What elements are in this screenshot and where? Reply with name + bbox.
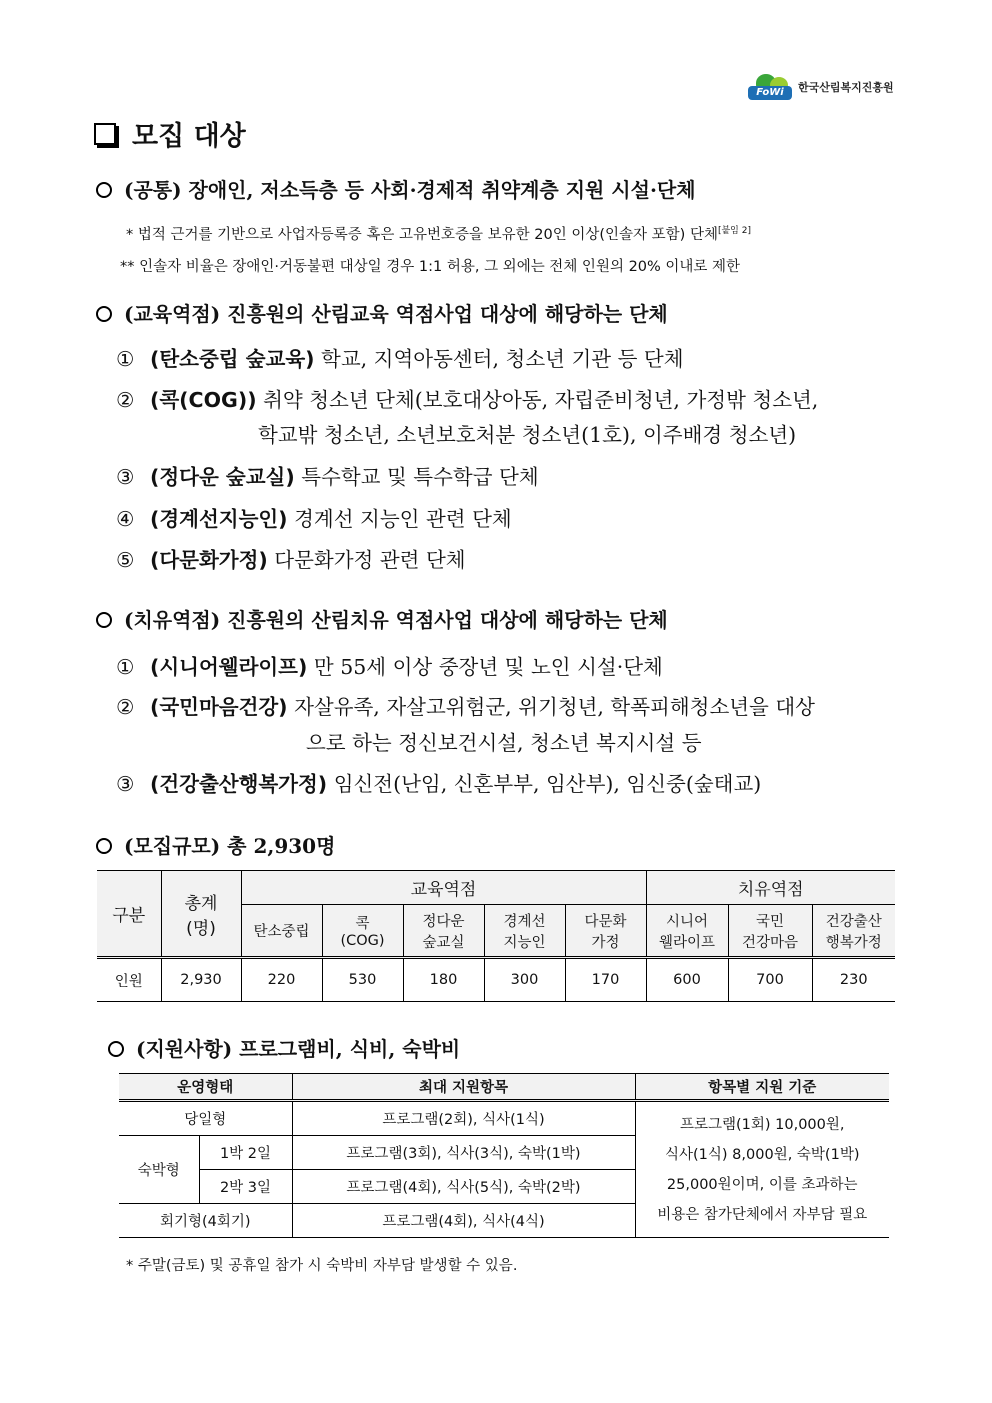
items-repeat: 프로그램(4회), 식사(4식) <box>292 1204 635 1238</box>
support-footnote: * 주말(금토) 및 공휴일 참가 시 숙박비 자부담 발생할 수 있음. <box>126 1258 518 1274</box>
table-row <box>97 958 895 1002</box>
header-gubun: 구분 <box>97 871 161 958</box>
cell-value: 600 <box>646 958 728 1002</box>
cell-value: 220 <box>241 958 322 1002</box>
header-col: 국민 건강마음 <box>728 905 812 958</box>
criteria-cell: 프로그램(1회) 10,000원, 식사(1식) 8,000원, 숙박(1박) 25,000원이며, 이를 초과하는 비용은 참가단체에서 자부담 필요 <box>635 1101 889 1238</box>
section-scale-heading: (모집규모) 총 2,930명 <box>96 830 335 859</box>
items-day: 프로그램(2회), 식사(1식) <box>292 1101 635 1136</box>
type-day: 당일형 <box>119 1101 292 1136</box>
heal-item-2: ② (국민마음건강) 자살유족, 자살고위험군, 위기청년, 학폭피해청소년을 대상 <box>116 695 815 719</box>
square-bullet-icon <box>94 123 116 145</box>
cell-total: 2,930 <box>161 958 241 1002</box>
edu-item-3: ③ (정다운 숲교실) 특수학교 및 특수학급 단체 <box>116 465 539 489</box>
common-note-1: * 법적 근거를 기반으로 사업자등록증 혹은 고유번호증을 보유한 20인 이상(인솔자 포함) 단체[붙임 2] <box>126 226 751 243</box>
cell-value: 530 <box>322 958 403 1002</box>
support-table <box>119 1073 889 1238</box>
fowi-logo-mark <box>748 74 792 100</box>
header-col: 시니어 웰라이프 <box>646 905 728 958</box>
header-heal-group: 치유역점 <box>646 871 895 905</box>
header-criteria: 항목별 지원 기준 <box>635 1074 889 1101</box>
edu-item-4: ④ (경계선지능인) 경계선 지능인 관련 단체 <box>116 507 512 531</box>
circle-bullet-icon <box>96 612 112 628</box>
cell-value: 700 <box>728 958 812 1002</box>
circle-bullet-icon <box>108 1041 124 1057</box>
section-healing-heading: (치유역점) 진흥원의 산림치유 역점사업 대상에 해당하는 단체 <box>96 604 668 633</box>
page-title: 모집 대상 <box>94 114 246 153</box>
header-col: 다문화 가정 <box>565 905 646 958</box>
type-stay-1: 1박 2일 <box>199 1136 292 1170</box>
header-col: 건강출산 행복가정 <box>812 905 895 958</box>
logo-mark-text: FoWi <box>748 86 792 100</box>
org-name: 한국산림복지진흥원 <box>798 81 894 94</box>
section-support-heading: (지원사항) 프로그램비, 식비, 숙박비 <box>108 1033 460 1062</box>
header-type: 운영형태 <box>119 1074 292 1101</box>
edu-item-5: ⑤ (다문화가정) 다문화가정 관련 단체 <box>116 548 466 572</box>
items-stay-2: 프로그램(4회), 식사(5식), 숙박(2박) <box>292 1170 635 1204</box>
cell-value: 170 <box>565 958 646 1002</box>
header-col: 탄소중립 <box>241 905 322 958</box>
edu-item-2-cont: 학교밖 청소년, 소년보호처분 청소년(1호), 이주배경 청소년) <box>258 423 797 447</box>
cell-value: 230 <box>812 958 895 1002</box>
edu-item-2: ② (콕(COG)) 취약 청소년 단체(보호대상아동, 자립준비청년, 가정밖 청소년, <box>116 388 819 412</box>
section-common-heading: (공통) 장애인, 저소득층 등 사회·경제적 취약계층 지원 시설·단체 <box>96 174 696 203</box>
header-col: 경계선 지능인 <box>484 905 565 958</box>
heal-item-3: ③ (건강출산행복가정) 임신전(난임, 신혼부부, 임산부), 임신중(숲태교) <box>116 772 762 796</box>
header-total: 총계 (명) <box>161 871 241 958</box>
circle-bullet-icon <box>96 838 112 854</box>
common-note-2: ** 인솔자 비율은 장애인·거동불편 대상일 경우 1:1 허용, 그 외에는 전체 인원의 20% 이내로 제한 <box>120 259 741 275</box>
cell-value: 300 <box>484 958 565 1002</box>
cell-value: 180 <box>403 958 484 1002</box>
edu-item-1: ① (탄소중립 숲교육) 학교, 지역아동센터, 청소년 기관 등 단체 <box>116 347 684 371</box>
header-col: 정다운 숲교실 <box>403 905 484 958</box>
heal-item-1: ① (시니어웰라이프) 만 55세 이상 중장년 및 노인 시설·단체 <box>116 655 663 679</box>
header-items: 최대 지원항목 <box>292 1074 635 1101</box>
recruitment-scale-table <box>97 870 895 1002</box>
header-edu-group: 교육역점 <box>241 871 646 905</box>
items-stay-1: 프로그램(3회), 식사(3식), 숙박(1박) <box>292 1136 635 1170</box>
type-stay-2: 2박 3일 <box>199 1170 292 1204</box>
header-col: 콕 (COG) <box>322 905 403 958</box>
circle-bullet-icon <box>96 306 112 322</box>
section-education-heading: (교육역점) 진흥원의 산림교육 역점사업 대상에 해당하는 단체 <box>96 298 668 327</box>
circle-bullet-icon <box>96 182 112 198</box>
org-logo <box>748 74 894 100</box>
table-row <box>119 1101 889 1136</box>
heal-item-2-cont: 으로 하는 정신보건시설, 청소년 복지시설 등 <box>306 731 702 755</box>
row-label: 인원 <box>97 958 161 1002</box>
type-repeat: 회기형(4회기) <box>119 1204 292 1238</box>
type-stay: 숙박형 <box>119 1136 199 1204</box>
